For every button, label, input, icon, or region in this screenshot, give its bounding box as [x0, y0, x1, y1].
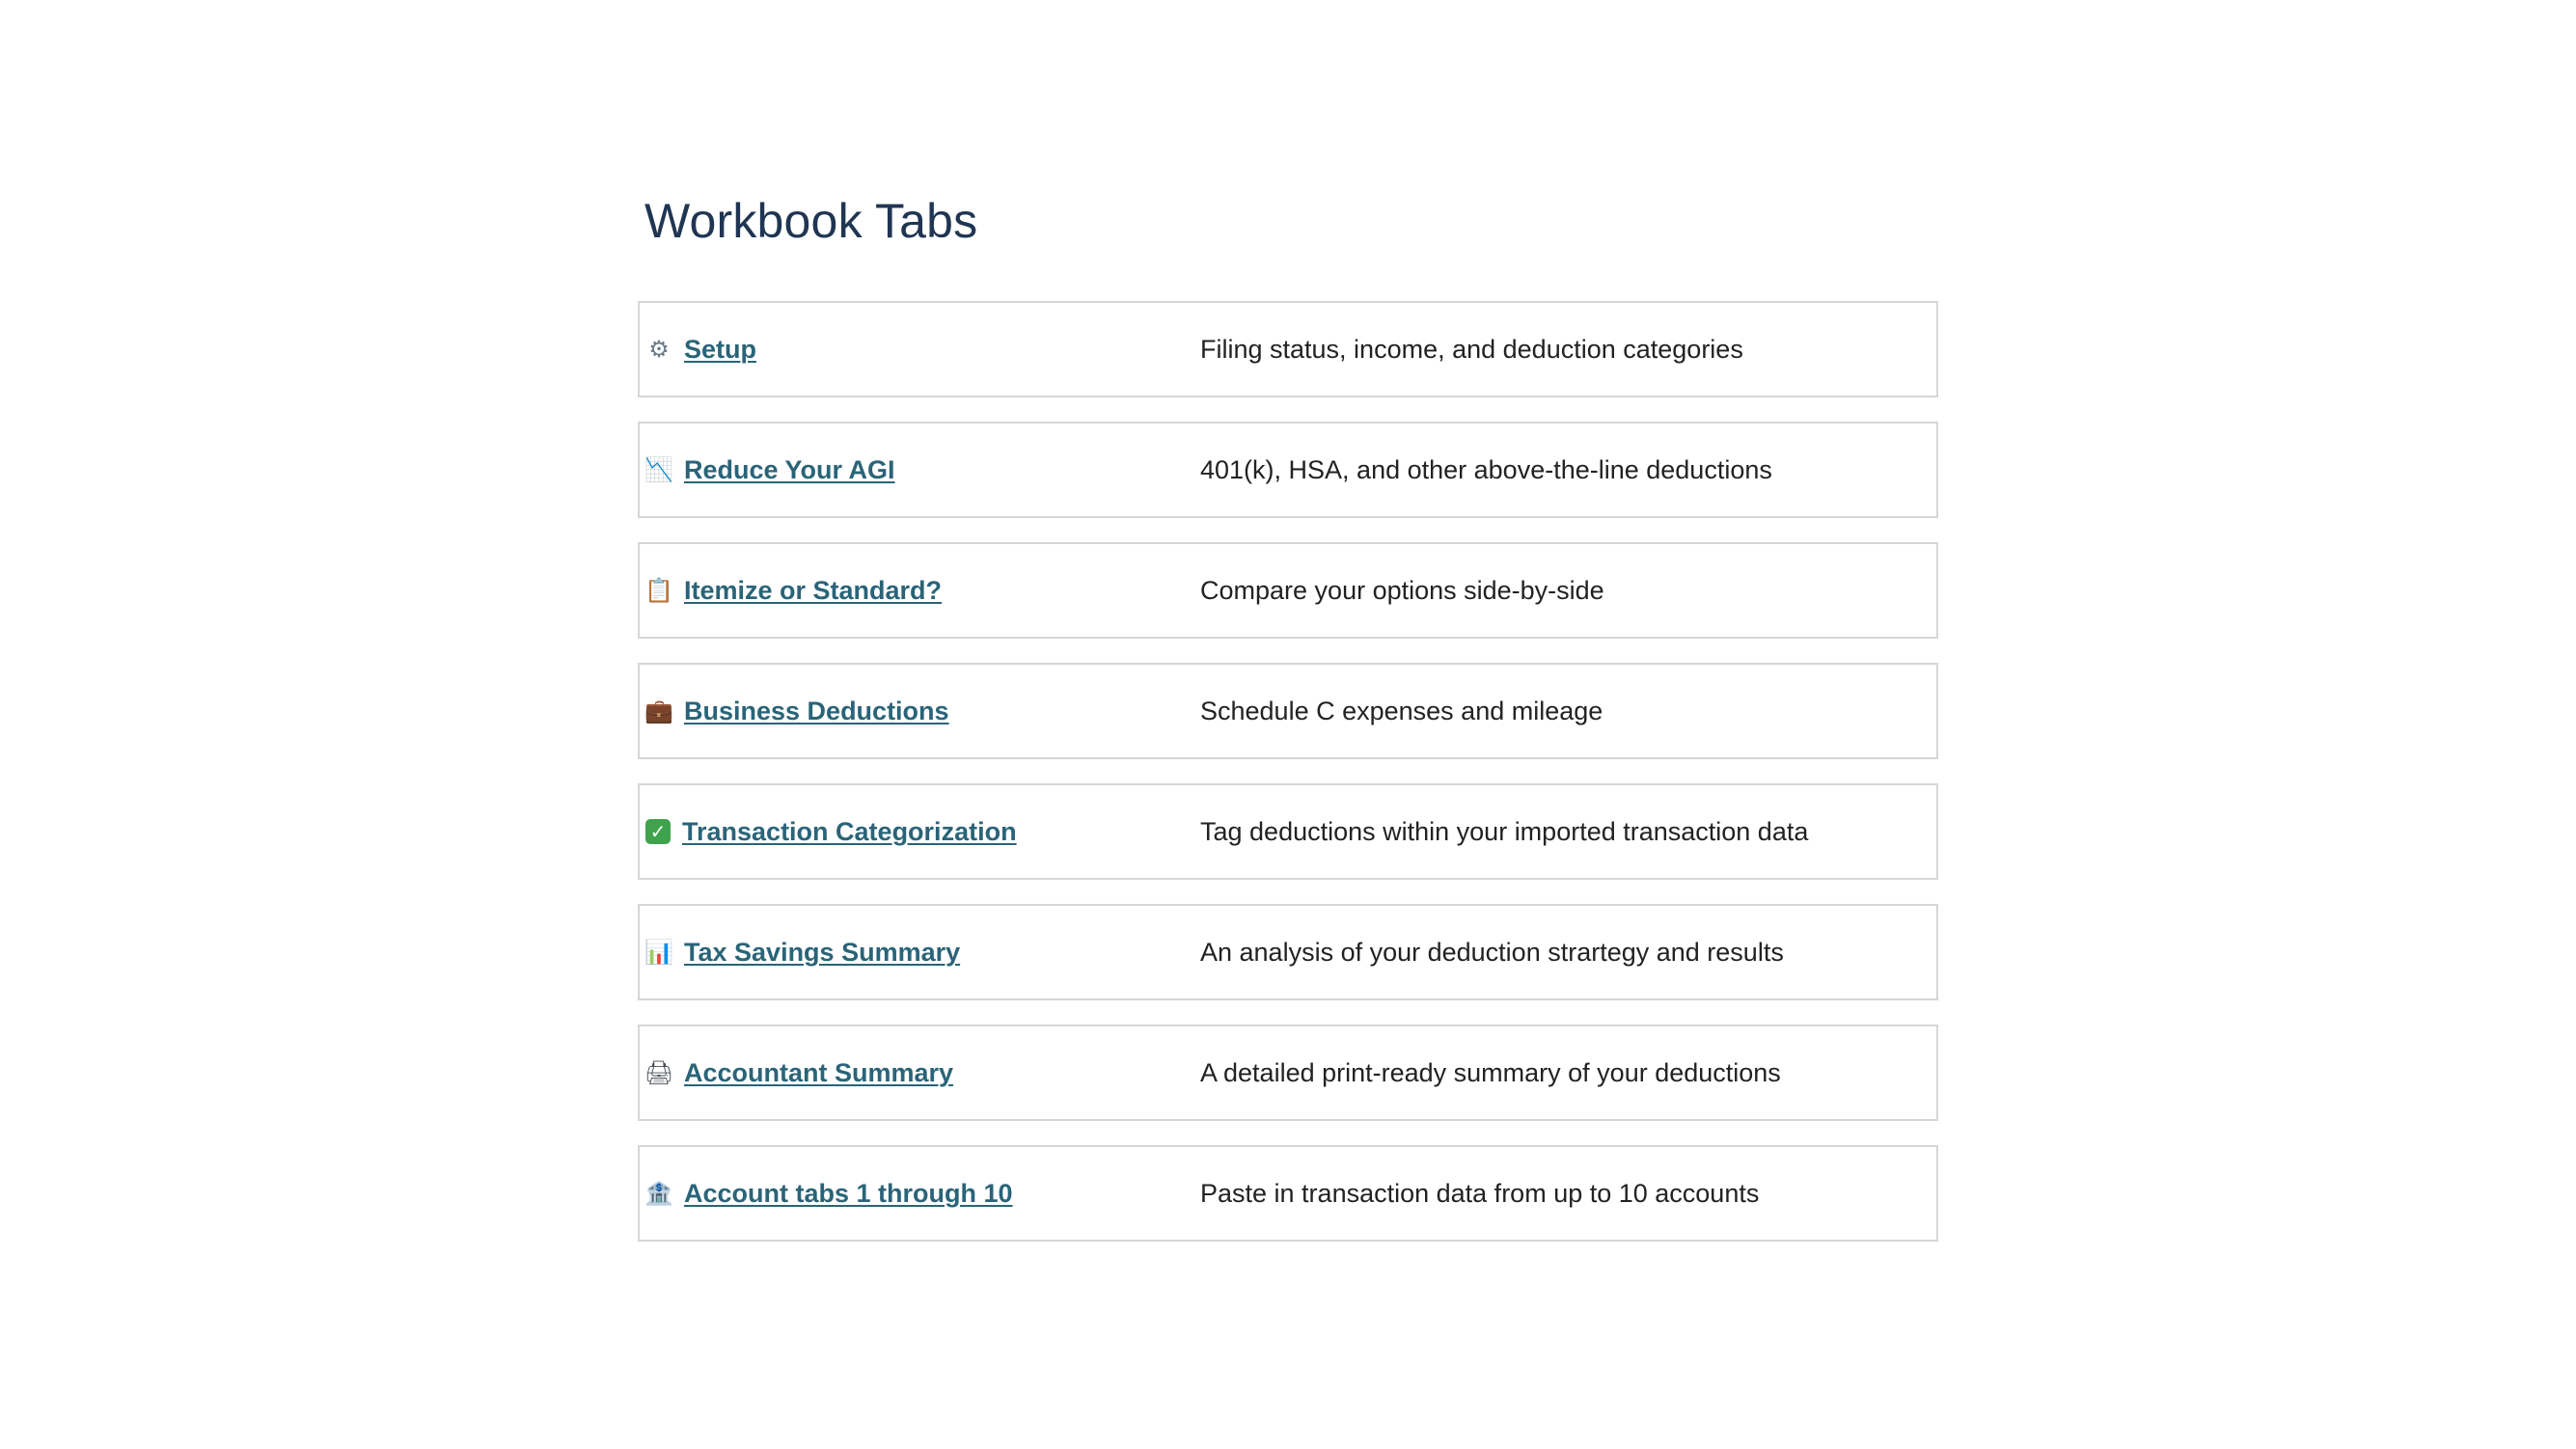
printer-icon: 🖨 [644, 1059, 674, 1086]
business-deductions-link[interactable]: Business Deductions [684, 696, 949, 725]
bank-icon: 🏦 [644, 1180, 673, 1207]
tab-row-tax-savings [638, 904, 1938, 1000]
tab-row-reduce-agi [638, 422, 1938, 518]
tab-row-accounts [638, 1145, 1938, 1242]
tax-savings-description: An analysis of your deduction strartegy and results [1200, 937, 1784, 967]
reduce-agi-description: 401(k), HSA, and other above-the-line deductions [1200, 454, 1772, 484]
business-description: Schedule C expenses and mileage [1200, 696, 1603, 725]
check-mark-icon: ✓ [645, 819, 671, 844]
reduce-agi-link[interactable]: Reduce Your AGI [684, 454, 895, 484]
accountant-description: A detailed print-ready summary of your deductions [1200, 1057, 1781, 1087]
page-title: Workbook Tabs [644, 194, 978, 248]
chart-decreasing-icon: 📉 [644, 456, 673, 483]
gear-icon: ⚙ [648, 336, 670, 363]
workbook-tabs-list [638, 301, 1938, 1266]
tab-row-itemize [638, 542, 1938, 639]
bar-chart-icon: 📊 [644, 939, 673, 966]
tax-savings-summary-link[interactable]: Tax Savings Summary [684, 937, 961, 967]
tab-row-setup [638, 301, 1938, 397]
transaction-description: Tag deductions within your imported transaction data [1200, 816, 1809, 846]
tab-row-accountant [638, 1025, 1938, 1121]
tab-row-transactions [638, 783, 1938, 880]
itemize-or-standard-link[interactable]: Itemize or Standard? [684, 575, 943, 605]
briefcase-icon: 💼 [644, 697, 673, 724]
tab-row-business [638, 663, 1938, 759]
setup-link[interactable]: Setup [684, 334, 757, 364]
clipboard-icon: 📋 [644, 577, 673, 604]
itemize-description: Compare your options side-by-side [1200, 575, 1604, 605]
accountant-summary-link[interactable]: Accountant Summary [684, 1057, 954, 1087]
account-tabs-link[interactable]: Account tabs 1 through 10 [684, 1178, 1013, 1208]
setup-description: Filing status, income, and deduction categories [1200, 334, 1743, 364]
accounts-description: Paste in transaction data from up to 10 accounts [1200, 1178, 1760, 1208]
transaction-categorization-link[interactable]: Transaction Categorization [682, 816, 1017, 846]
